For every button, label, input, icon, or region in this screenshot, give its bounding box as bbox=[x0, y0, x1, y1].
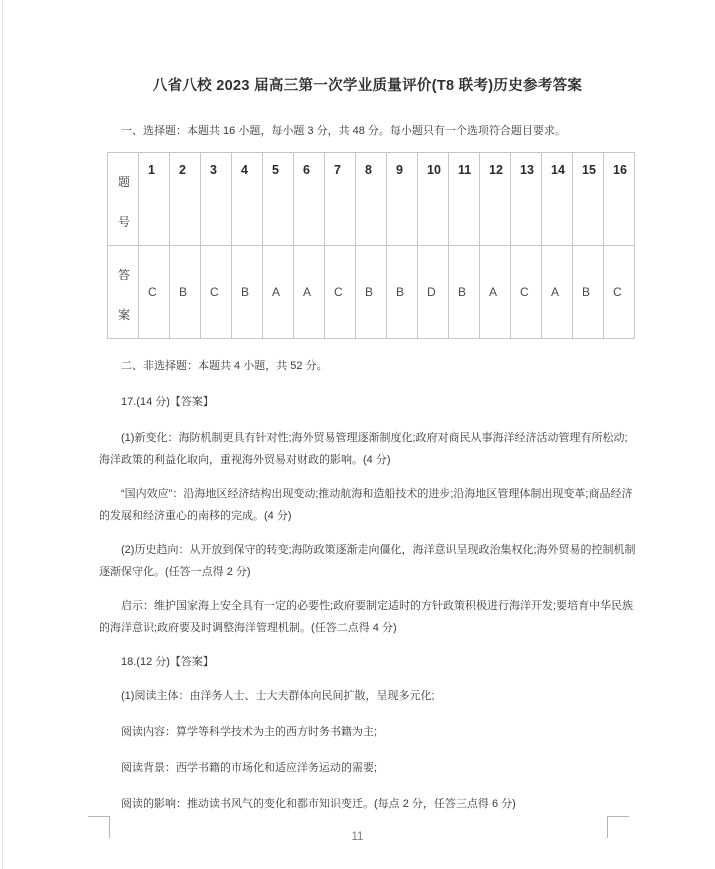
question-number-cell: 5 bbox=[263, 153, 294, 246]
question-number-cell: 13 bbox=[511, 153, 542, 246]
question-number-cell: 11 bbox=[449, 153, 480, 246]
question-number-cell: 1 bbox=[139, 153, 170, 246]
answer-cell: A bbox=[480, 246, 511, 339]
answer-cell: C bbox=[511, 246, 542, 339]
question-number-cell: 9 bbox=[387, 153, 418, 246]
page-content bbox=[99, 0, 636, 829]
answer-cell: B bbox=[356, 246, 387, 339]
answer-cell: C bbox=[139, 246, 170, 339]
answer-cell: B bbox=[170, 246, 201, 339]
page-number: 11 bbox=[351, 831, 364, 843]
answer-row bbox=[108, 246, 635, 339]
question-number-cell: 15 bbox=[573, 153, 604, 246]
answer-cell: D bbox=[418, 246, 449, 339]
section1-heading: 一、选择题：本题共 16 小题，每小题 3 分，共 48 分。每小题只有一个选项符合题目要求。 bbox=[121, 125, 566, 137]
page-edge bbox=[2, 0, 3, 869]
question-number-cell: 6 bbox=[294, 153, 325, 246]
q17-paragraph: “国内效应”：沿海地区经济结构出现变动;推动航海和造船技术的进步;沿海地区管理体制出现变革;商品经济的发展和经济重心的南移的完成。(4 分) bbox=[99, 488, 633, 522]
question-number-cell: 16 bbox=[604, 153, 635, 246]
question-number-cell: 10 bbox=[418, 153, 449, 246]
answer-cell: B bbox=[232, 246, 263, 339]
answer-cell: A bbox=[294, 246, 325, 339]
q18-heading: 18.(12 分)【答案】 bbox=[121, 656, 214, 668]
answer-cell: C bbox=[604, 246, 635, 339]
answer-cell: C bbox=[201, 246, 232, 339]
answer-row-label: 答案 bbox=[108, 246, 139, 339]
question-number-cell: 7 bbox=[325, 153, 356, 246]
answer-table bbox=[107, 152, 635, 339]
answer-cell: A bbox=[263, 246, 294, 339]
q17-paragraph: (1)新变化：海防机制更具有针对性;海外贸易管理逐渐制度化;政府对商民从事海洋经济活动管理有所松动;海洋政策的利益化取向，重视海外贸易对财政的影响。(4 分) bbox=[99, 432, 628, 466]
question-number-cell: 8 bbox=[356, 153, 387, 246]
q18-paragraph: 阅读内容：算学等科学技术为主的西方时务书籍为主; bbox=[121, 726, 378, 738]
q17-heading: 17.(14 分)【答案】 bbox=[121, 396, 214, 408]
section2-heading: 二、非选择题：本题共 4 小题，共 52 分。 bbox=[121, 360, 328, 372]
q17-paragraph: (2)历史趋向：从开放到保守的转变;海防政策逐渐走向僵化，海洋意识呈现政治集权化;海外贸易的控制机制逐渐保守化。(任答一点得 2 分) bbox=[99, 544, 636, 578]
q18-paragraph: (1)阅读主体：由洋务人士、士大夫群体向民间扩散，呈现多元化; bbox=[121, 690, 435, 702]
q17-paragraph: 启示：维护国家海上安全具有一定的必要性;政府要制定适时的方针政策积极进行海洋开发;要培育中华民族的海洋意识;政府要及时调整海洋管理机制。(任答二点得 4 分) bbox=[99, 600, 634, 634]
q18-paragraph: 阅读背景：西学书籍的市场化和适应洋务运动的需要; bbox=[121, 762, 378, 774]
answer-cell: B bbox=[449, 246, 480, 339]
question-number-cell: 2 bbox=[170, 153, 201, 246]
exam-title: 八省八校 2023 届高三第一次学业质量评价(T8 联考)历史参考答案 bbox=[152, 78, 583, 94]
answer-cell: A bbox=[542, 246, 573, 339]
question-number-cell: 12 bbox=[480, 153, 511, 246]
answer-cell: C bbox=[325, 246, 356, 339]
question-number-cell: 4 bbox=[232, 153, 263, 246]
question-number-row-label: 题号 bbox=[108, 153, 139, 246]
question-number-row bbox=[108, 153, 635, 246]
q18-paragraph: 阅读的影响：推动读书风气的变化和都市知识变迁。(每点 2 分，任答三点得 6 分) bbox=[121, 798, 516, 810]
question-number-cell: 3 bbox=[201, 153, 232, 246]
question-number-cell: 14 bbox=[542, 153, 573, 246]
answer-cell: B bbox=[573, 246, 604, 339]
answer-cell: B bbox=[387, 246, 418, 339]
